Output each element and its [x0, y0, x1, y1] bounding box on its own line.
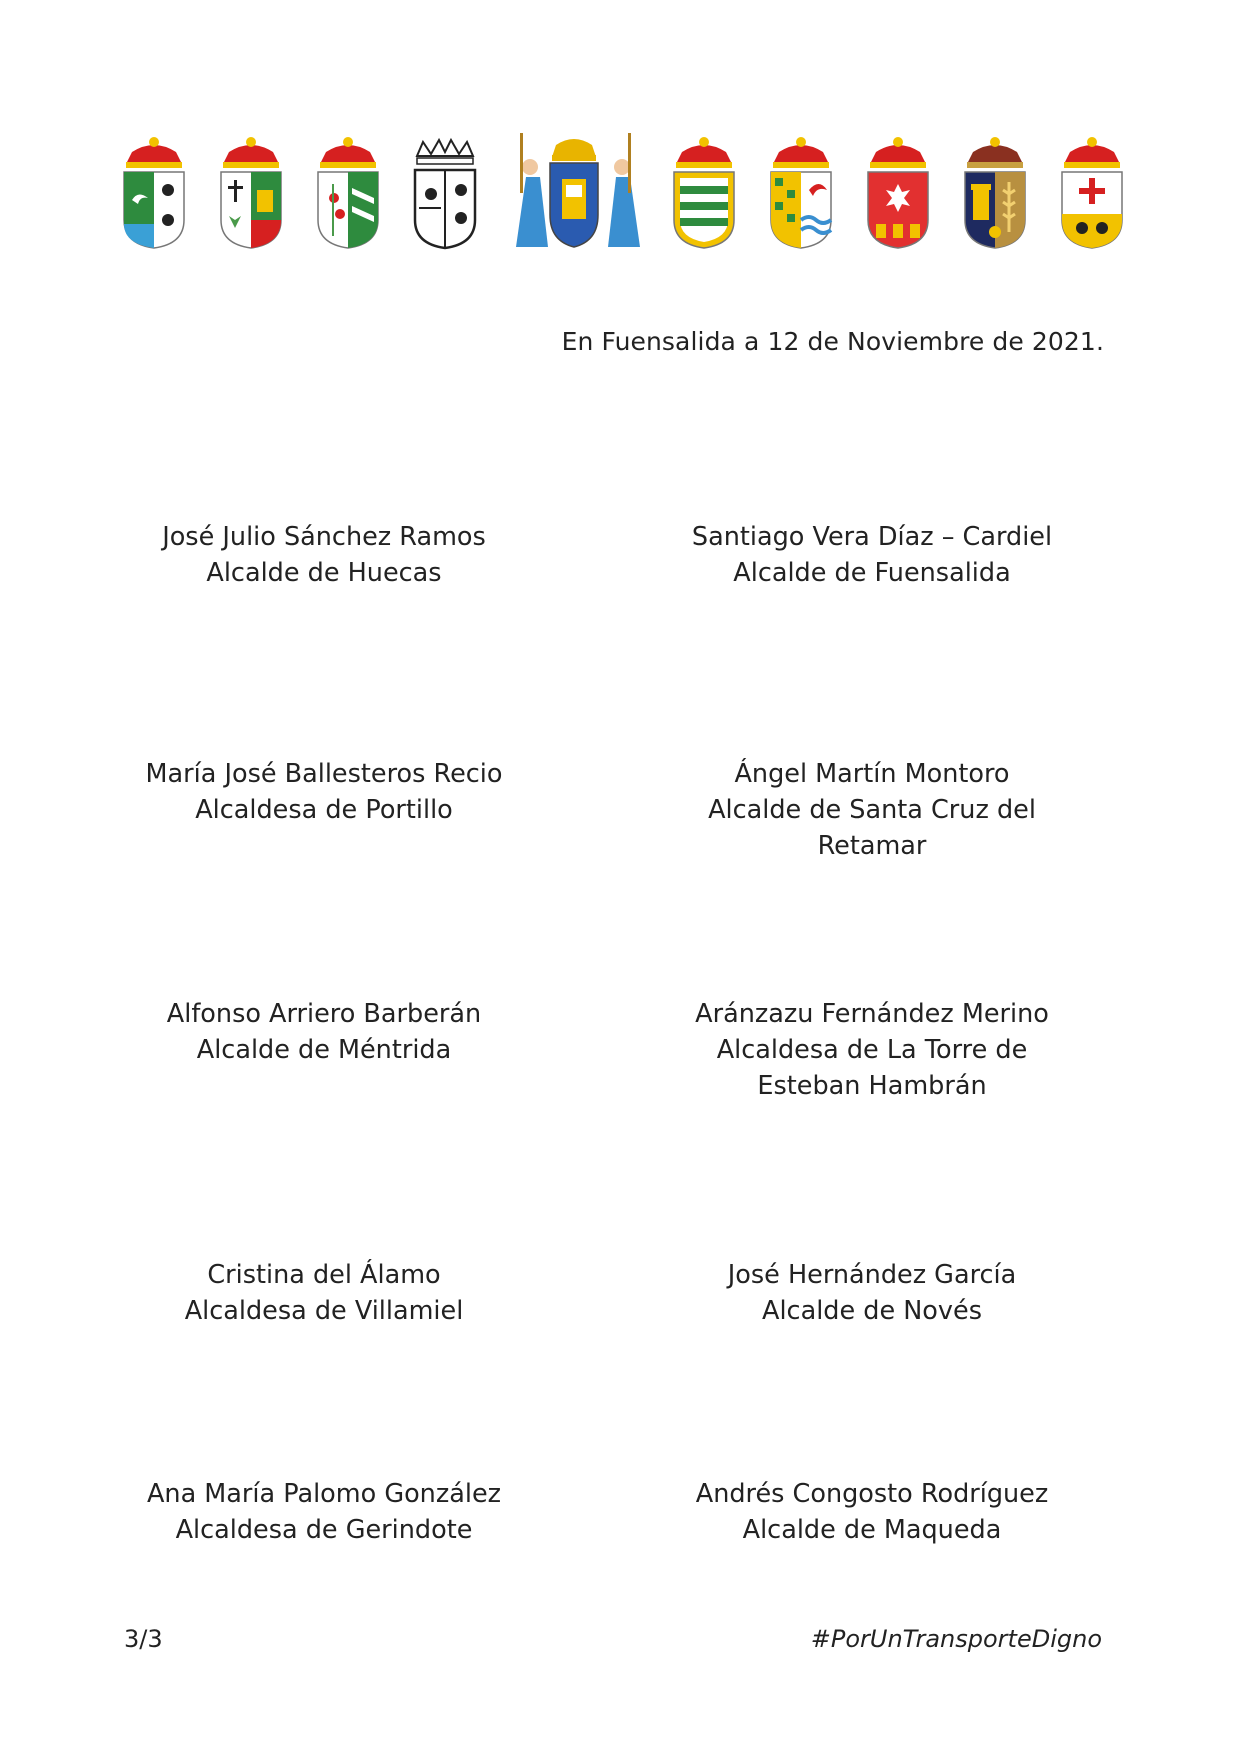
signatory-block [652, 1476, 1092, 1548]
signatory-name: Ana María Palomo González [146, 1479, 502, 1509]
signatory-block [104, 519, 544, 591]
signatory-block [652, 1257, 1092, 1329]
fuensalida-crest-icon [506, 123, 642, 257]
signatory-name: Andrés Congosto Rodríguez [695, 1479, 1049, 1509]
signatory-title: Alcalde de Santa Cruz del Retamar [708, 795, 1036, 861]
signatory-title: Alcalde de Fuensalida [733, 558, 1011, 588]
date-line: En Fuensalida a 12 de Noviembre de 2021. [561, 327, 1104, 356]
novés-crest-icon [668, 128, 740, 252]
page-number: 3/3 [124, 1625, 163, 1653]
signatory-title: Alcalde de Huecas [206, 558, 442, 588]
maqueda-crest-icon [1056, 128, 1128, 252]
signatory-title-continued: Esteban Hambrán [757, 1071, 987, 1101]
signatory-title: Alcaldesa de La Torre de [716, 1035, 1028, 1065]
signatory-block [652, 996, 1092, 1104]
signatory-name: Alfonso Arriero Barberán [166, 999, 482, 1029]
la-torre-crest-icon [862, 128, 934, 252]
gerindote-crest-icon [959, 128, 1031, 252]
mentrida-crest-icon [312, 128, 384, 252]
signatory-title: Alcalde de Maqueda [742, 1515, 1002, 1545]
signatory-block [104, 1257, 544, 1329]
coats-of-arms-row [118, 120, 1128, 260]
signatory-name: Santiago Vera Díaz – Cardiel [691, 522, 1053, 552]
hashtag: #PorUnTransporteDigno [810, 1625, 1102, 1653]
villamiel-crest-icon [409, 128, 481, 252]
signatory-block [104, 1476, 544, 1548]
portillo-crest-icon [215, 128, 287, 252]
signatory-title: Alcaldesa de Villamiel [184, 1296, 464, 1326]
signatory-block [652, 756, 1092, 864]
signatory-block [104, 756, 544, 828]
signatory-name: José Hernández García [727, 1260, 1017, 1290]
signatory-name: José Julio Sánchez Ramos [162, 522, 486, 552]
signatory-block [104, 996, 544, 1068]
signatory-block [652, 519, 1092, 591]
signatory-title: Alcalde de Novés [762, 1296, 982, 1326]
santa-cruz-del-retamar-crest-icon [765, 128, 837, 252]
signatory-name: Aránzazu Fernández Merino [695, 999, 1049, 1029]
signatory-title: Alcaldesa de Gerindote [175, 1515, 473, 1545]
signatory-title: Alcalde de Méntrida [196, 1035, 452, 1065]
signatory-name: María José Ballesteros Recio [145, 759, 503, 789]
signatory-name: Ángel Martín Montoro [734, 759, 1010, 789]
signatory-name: Cristina del Álamo [207, 1260, 441, 1290]
huecas-crest-icon [118, 128, 190, 252]
signatory-title: Alcaldesa de Portillo [195, 795, 453, 825]
